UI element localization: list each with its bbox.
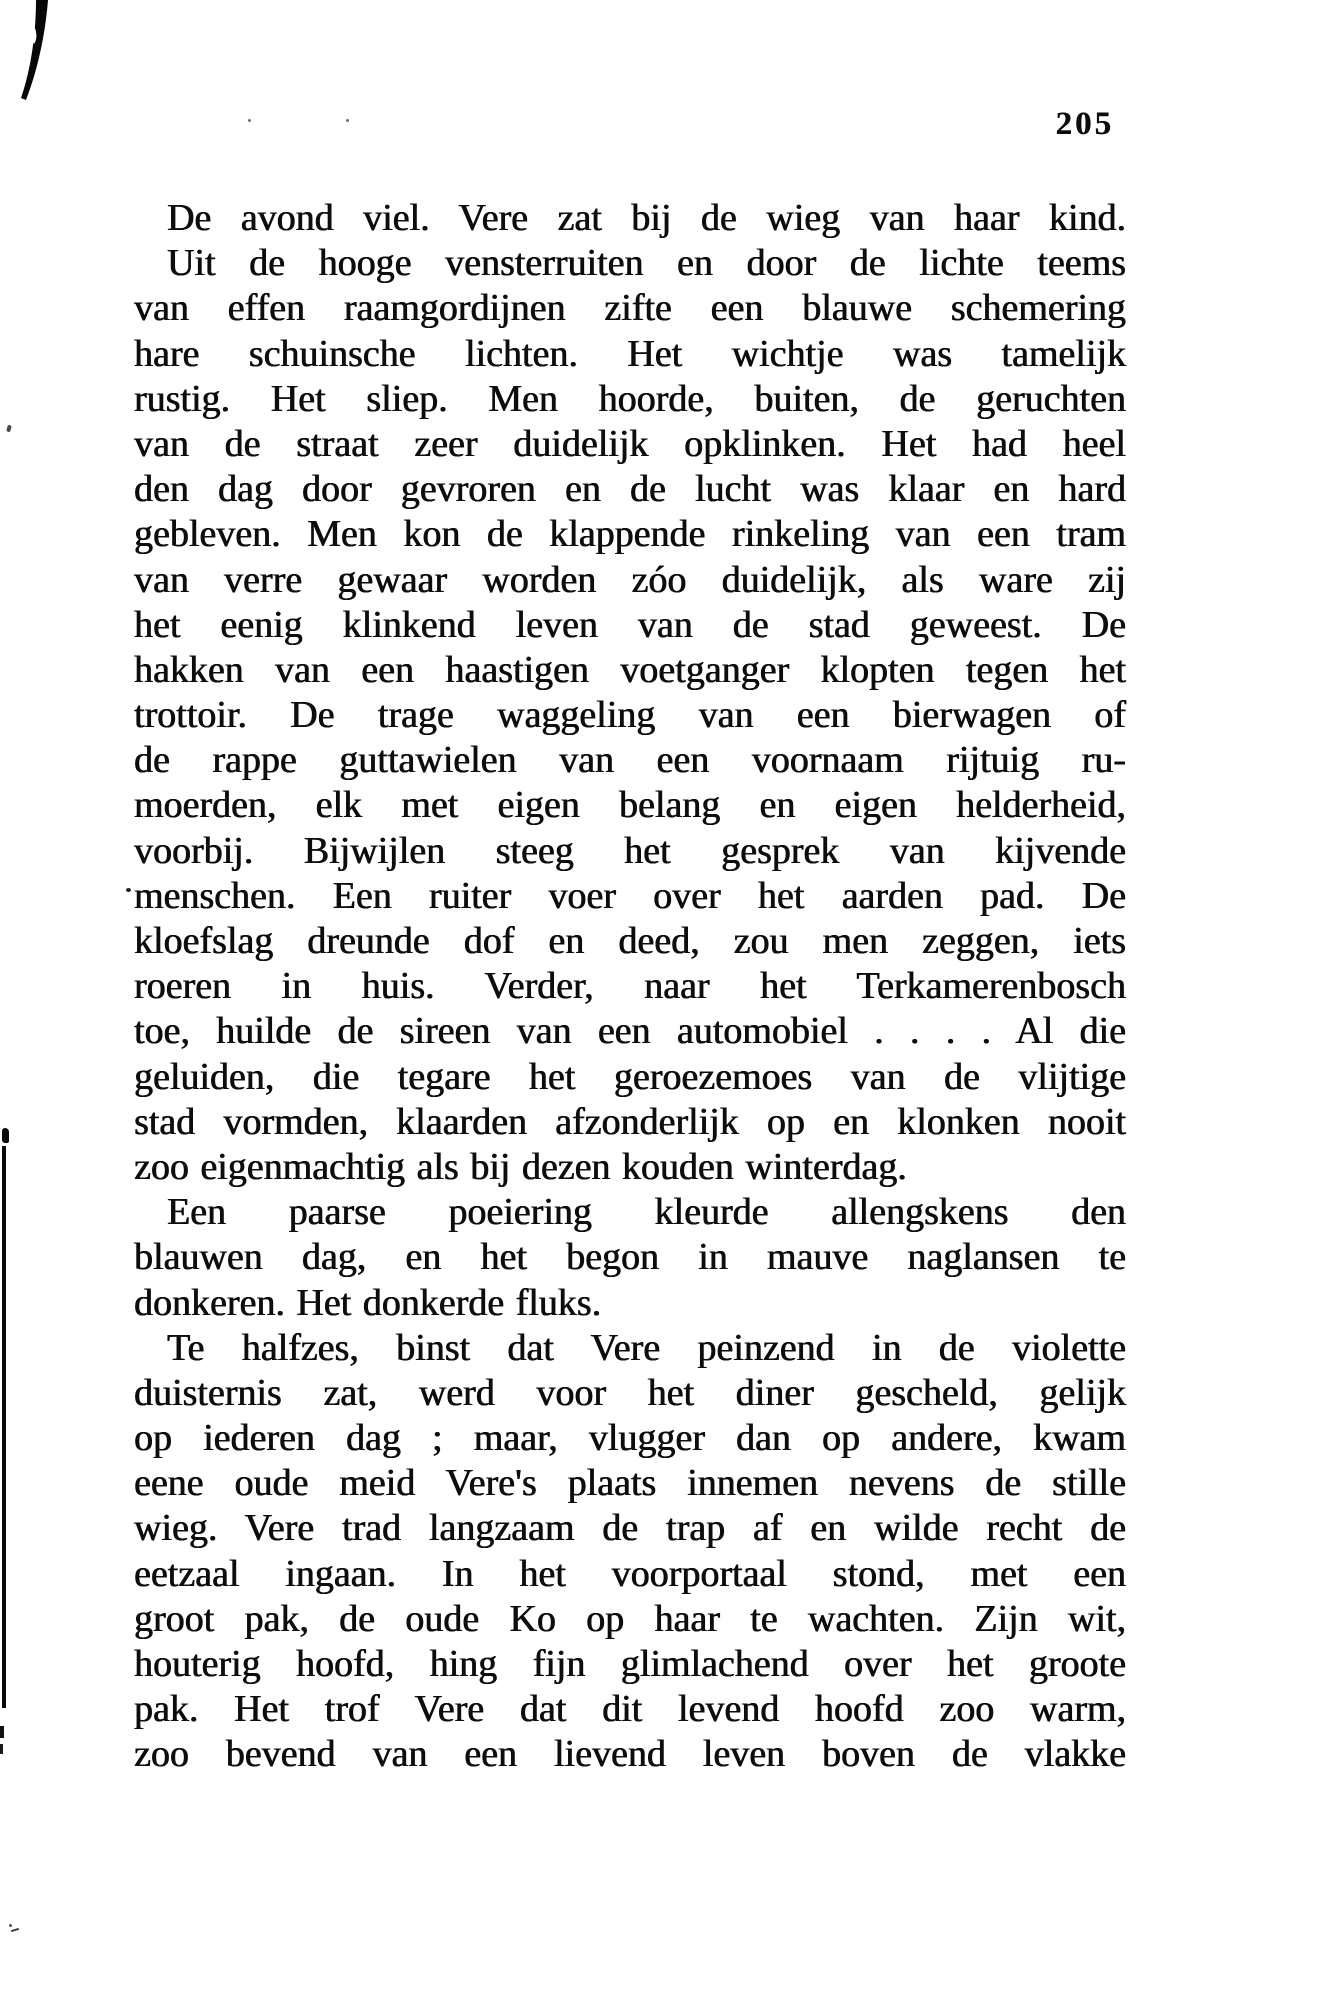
text-line: Een paarse poeiering kleurde allengskens den bbox=[167, 1191, 1126, 1234]
text-line: menschen. Een ruiter voer over het aarden pad. De bbox=[134, 874, 1126, 917]
scan-ink-blob bbox=[2, 1128, 9, 1143]
scan-ink-dot bbox=[126, 888, 131, 892]
text-line: duisternis zat, werd voor het diner gescheld, gelijk bbox=[134, 1371, 1126, 1414]
text-line: trottoir. De trage waggeling van een bierwagen of bbox=[134, 694, 1126, 737]
text-line: hare schuinsche lichten. Het wichtje was tamelijk bbox=[134, 332, 1126, 375]
scan-squiggle bbox=[11, 1928, 19, 1932]
scan-margin-dash bbox=[0, 1744, 3, 1754]
scan-margin-dash bbox=[0, 1726, 4, 1738]
text-line: eene oude meid Vere's plaats innemen nevens de stille bbox=[134, 1462, 1126, 1505]
text-line: rustig. Het sliep. Men hoorde, buiten, de geruchten bbox=[134, 377, 1126, 420]
text-line: Uit de hooge vensterruiten en door de lichte teems bbox=[167, 242, 1126, 285]
page-number: 205 bbox=[1055, 106, 1114, 142]
text-line: wieg. Vere trad langzaam de trap af en wilde recht de bbox=[134, 1507, 1126, 1550]
text-line: groot pak, de oude Ko op haar te wachten. Zijn wit, bbox=[134, 1597, 1126, 1640]
text-line: toe, huilde de sireen van een automobiel . . . . Al die bbox=[134, 1010, 1126, 1053]
text-line: hakken van een haastigen voetganger klopten tegen het bbox=[134, 648, 1126, 691]
text-line: van verre gewaar worden zóo duidelijk, als ware zij bbox=[134, 558, 1126, 601]
text-line: geluiden, die tegare het geroezemoes van de vlijtige bbox=[134, 1055, 1126, 1098]
text-line: stad vormden, klaarden afzonderlijk op en klonken nooit bbox=[134, 1100, 1126, 1143]
text-line: het eenig klinkend leven van de stad geweest. De bbox=[134, 603, 1126, 646]
text-line: houterig hoofd, hing fijn glimlachend over het groote bbox=[134, 1643, 1126, 1685]
text-line: van de straat zeer duidelijk opklinken. Het had heel bbox=[134, 422, 1126, 465]
scan-squiggle bbox=[9, 1924, 12, 1927]
text-line: van effen raamgordijnen zifte een blauwe schemering bbox=[134, 287, 1126, 330]
text-line: kloefslag dreunde dof en deed, zou men zeggen, iets bbox=[134, 920, 1126, 962]
pen-stroke-mark bbox=[14, 0, 58, 106]
text-line: zoo bevend van een lievend leven boven de vlakke bbox=[134, 1733, 1126, 1776]
text-line: pak. Het trof Vere dat dit levend hoofd zoo warm, bbox=[134, 1688, 1126, 1731]
text-line: eetzaal ingaan. In het voorportaal stond, met een bbox=[134, 1552, 1126, 1595]
text-line: op iederen dag ; maar, vlugger dan op andere, kwam bbox=[134, 1417, 1126, 1460]
text-line: gebleven. Men kon de klappende rinkeling van een tram bbox=[134, 513, 1126, 556]
text-line: blauwen dag, en het begon in mauve naglansen te bbox=[134, 1236, 1126, 1279]
text-line: De avond viel. Vere zat bij de wieg van haar kind. bbox=[167, 197, 1126, 239]
text-line: donkeren. Het donkerde fluks. bbox=[134, 1281, 602, 1324]
text-line: voorbij. Bijwijlen steeg het gesprek van kijvende bbox=[134, 829, 1126, 872]
text-line: zoo eigenmachtig als bij dezen kouden winterdag. bbox=[134, 1145, 907, 1188]
text-block bbox=[134, 196, 1126, 1778]
scan-speck bbox=[6, 425, 12, 433]
text-line: de rappe guttawielen van een voornaam rijtuig ru- bbox=[134, 739, 1126, 782]
text-line: moerden, elk met eigen belang en eigen helderheid, bbox=[134, 784, 1126, 827]
text-line: roeren in huis. Verder, naar het Terkamerenbosch bbox=[134, 965, 1126, 1008]
text-line: Te halfzes, binst dat Vere peinzend in de violette bbox=[167, 1326, 1126, 1369]
text-line: den dag door gevroren en de lucht was klaar en hard bbox=[134, 468, 1126, 511]
scan-margin-line bbox=[2, 1146, 6, 1708]
